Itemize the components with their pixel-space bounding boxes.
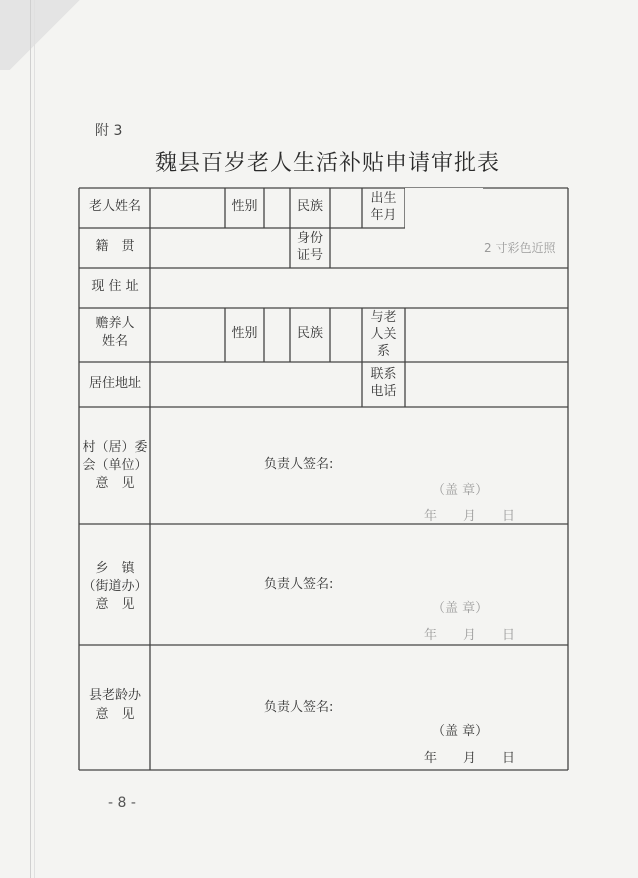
form-title: 魏县百岁老人生活补贴申请审批表 [155, 151, 501, 176]
photo-note: 2 寸彩色近照 [484, 241, 556, 255]
relation-label-3: 系 [376, 344, 390, 359]
gender-label: 性别 [231, 199, 258, 214]
ethnicity-label-2: 民族 [296, 326, 323, 341]
birth-date-label-2: 年月 [370, 208, 397, 223]
supporter-name-label-1: 赡养人 [95, 316, 135, 331]
village-opinion-label-1: 村（居）委 [82, 440, 148, 455]
id-number-label-1: 身份 [296, 231, 323, 246]
phone-label-2: 电话 [370, 384, 397, 399]
gender-label-2: 性别 [231, 326, 258, 341]
county-date: 年 月 日 [424, 751, 516, 766]
township-date: 年 月 日 [424, 628, 516, 643]
village-opinion-label-2: 会（单位） [82, 458, 148, 473]
township-opinion-label-1: 乡 镇 [95, 561, 135, 576]
village-signer-label: 负责人签名: [264, 457, 334, 472]
village-date: 年 月 日 [424, 509, 516, 524]
village-opinion-label-3: 意 见 [95, 476, 135, 491]
residence-label: 居住地址 [88, 376, 141, 391]
township-seal: （盖 章） [432, 601, 489, 616]
id-number-label-2: 证号 [296, 248, 323, 263]
ethnicity-label: 民族 [296, 199, 323, 214]
relation-label-2: 人关 [370, 327, 397, 342]
appendix-label: 附 3 [95, 123, 123, 139]
county-opinion-label-1: 县老龄办 [88, 688, 141, 703]
page-number: - 8 - [108, 795, 136, 811]
photo-area [405, 188, 483, 267]
relation-label-1: 与老 [370, 310, 397, 325]
current-address-label: 现 住 址 [91, 279, 139, 294]
village-seal: （盖 章） [432, 483, 489, 498]
birth-date-label-1: 出生 [370, 191, 397, 206]
county-signer-label: 负责人签名: [264, 700, 334, 715]
supporter-name-label-2: 姓名 [101, 334, 128, 349]
township-signer-label: 负责人签名: [264, 577, 334, 592]
township-opinion-label-3: 意 见 [95, 597, 135, 612]
elder-name-label: 老人姓名 [88, 199, 141, 214]
county-seal: （盖 章） [432, 724, 489, 739]
phone-label-1: 联系 [370, 367, 397, 382]
native-place-label: 籍 贯 [95, 239, 135, 254]
county-opinion-label-2: 意 见 [95, 707, 135, 722]
township-opinion-label-2: （街道办） [82, 579, 148, 594]
